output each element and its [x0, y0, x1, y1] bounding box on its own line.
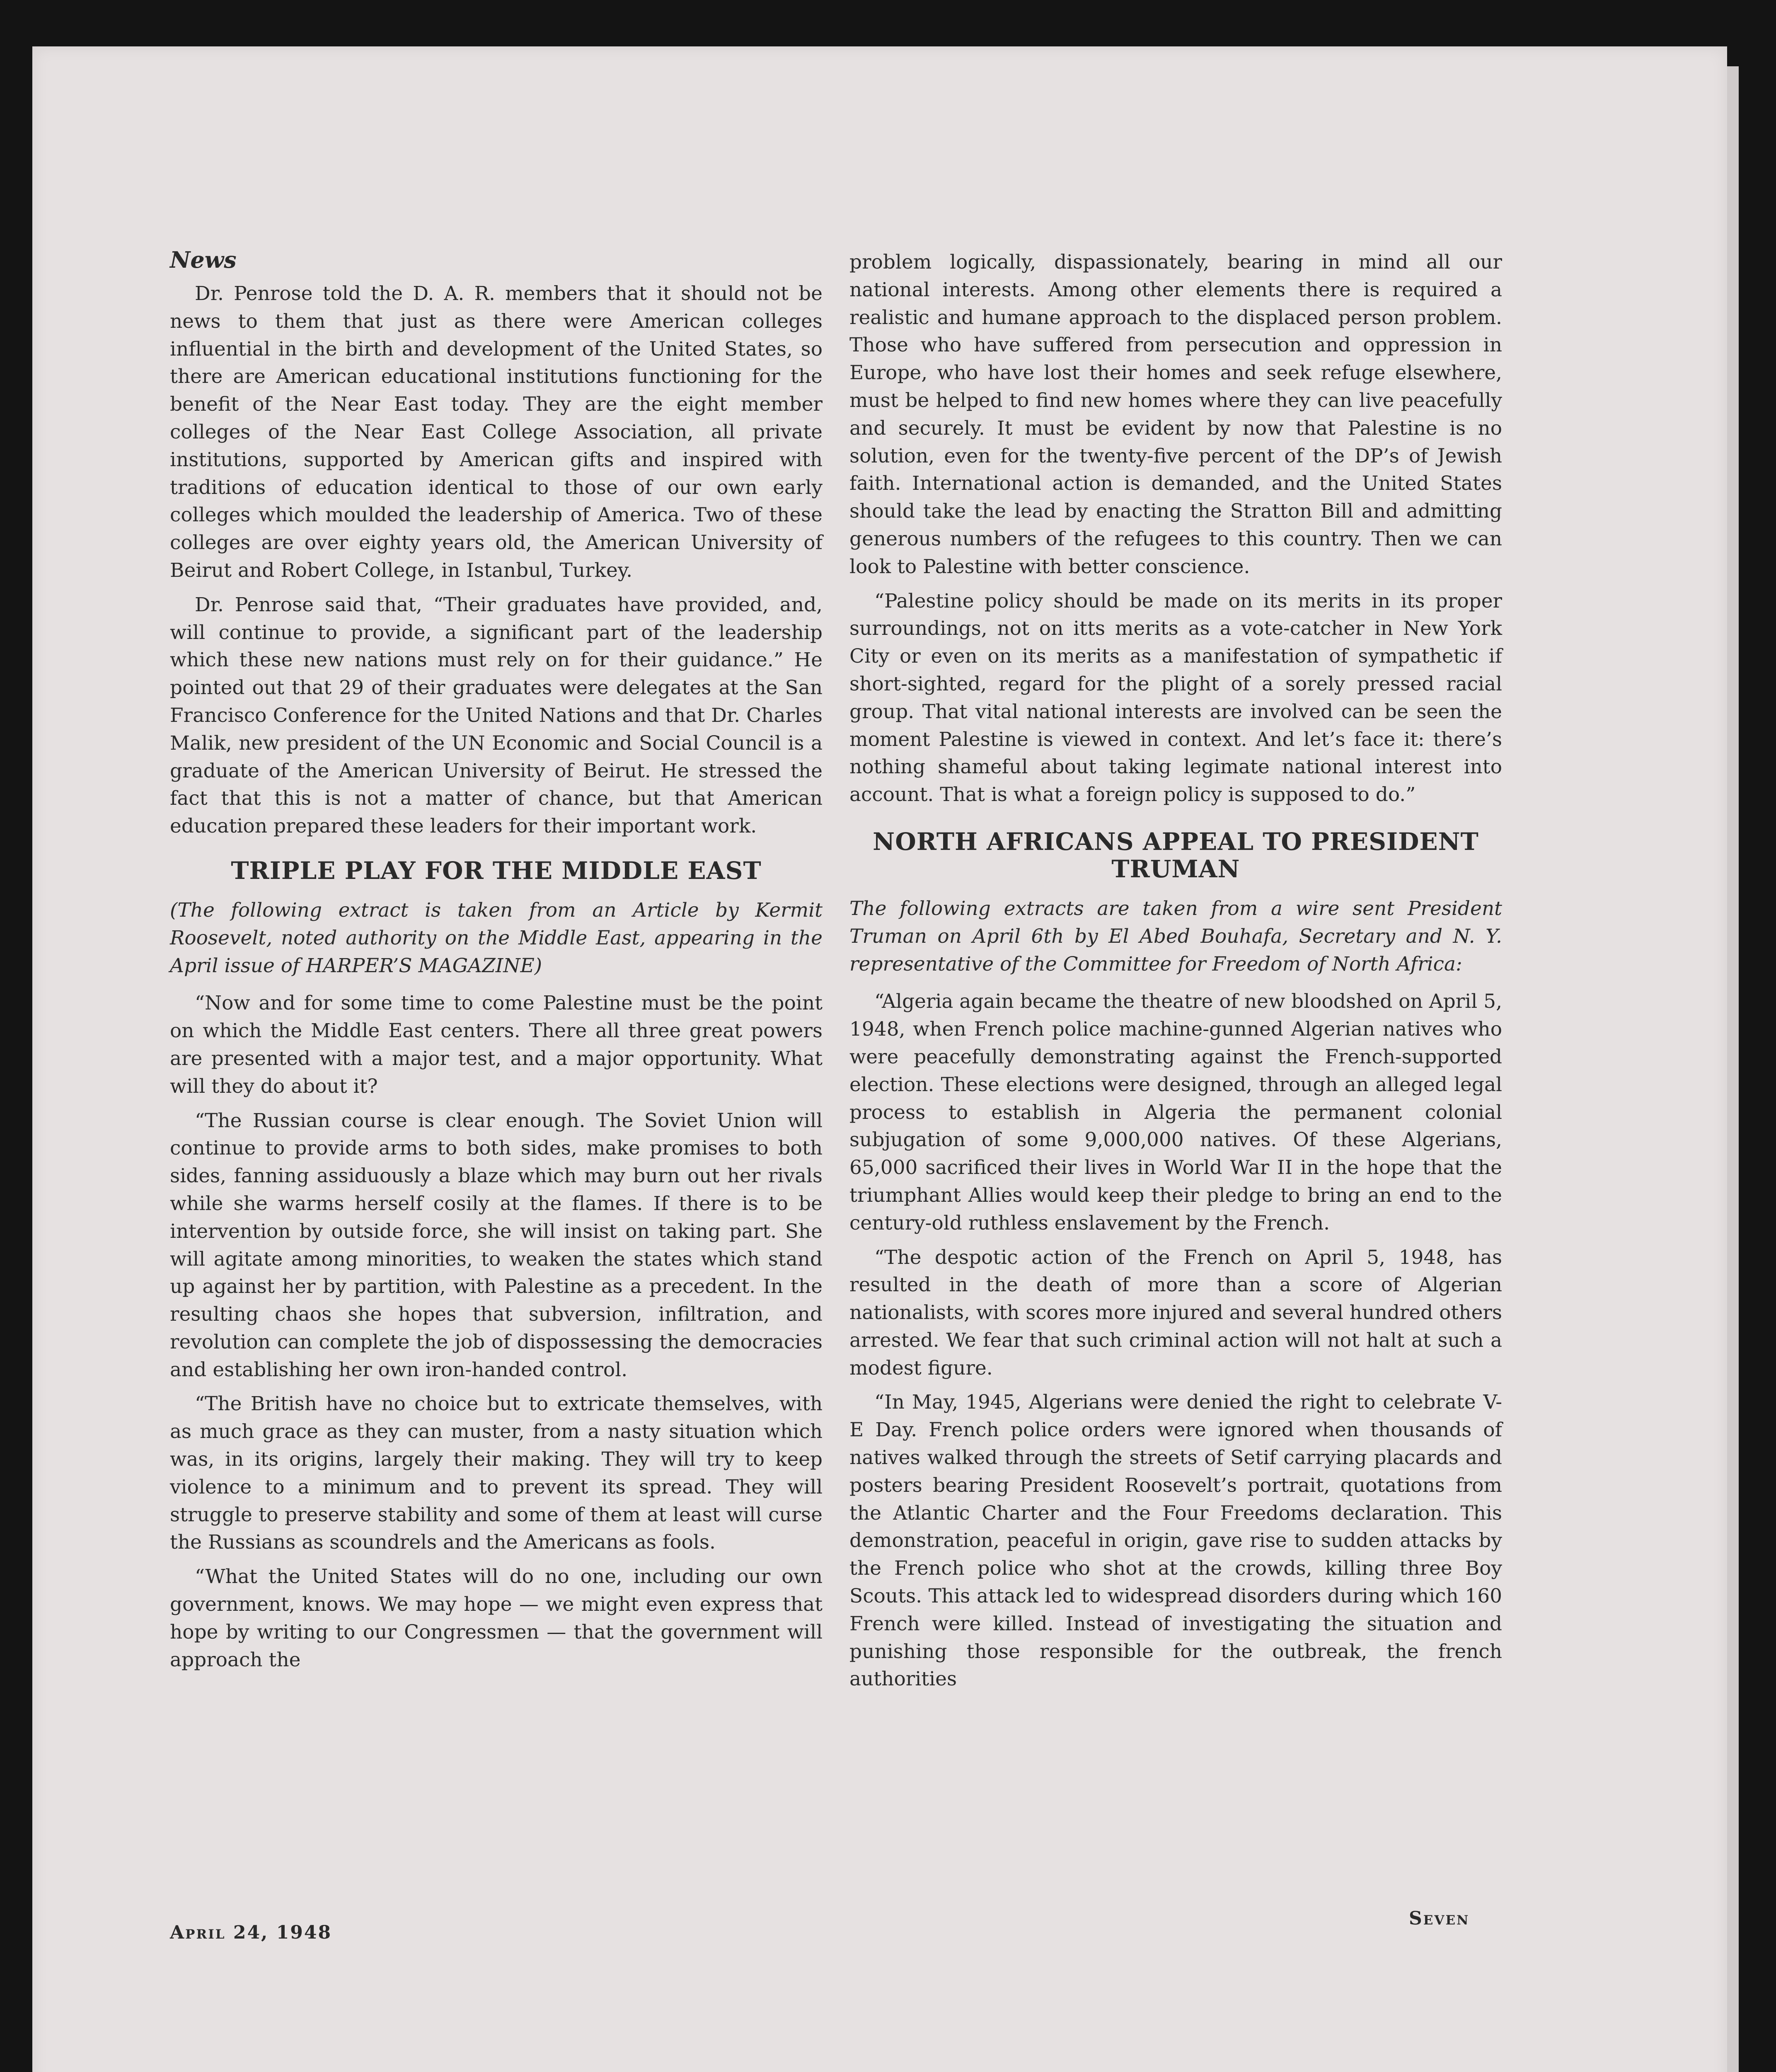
issue-date: April 24, 1948 — [170, 1922, 332, 1943]
appeal-paragraph: “Algeria again became the theatre of new bloodshed on April 5, 1948, when French police machine-gunned Algerian natives who were peacefully demonstrating against the French-supported election. These elections were designed, through an alleged legal process to establish in Algeria the permanent colonial subjugation of some 9,000,000 natives. Of these Algerians, 65,000 sacrificed their lives in World War II in the hope that the triumphant Allies would keep their pledge to bring an end to the century-old ruthless enslavement by the French. — [849, 990, 1503, 1234]
section-label: News — [170, 247, 237, 273]
article-intro: The following extracts are taken from a wire sent President Truman on April 6th by El Abed Bouhafa, Secretary and N. Y. representative of the Committee for Freedom of North Africa: — [849, 897, 1502, 975]
article-paragraph: “The British have no choice but to extricate themselves, with as much grace as they can muster, from a nasty situation which was, in its origins, largely their making. They will try to keep violence to a minimum and to prevent its spread. They will struggle to preserve stability and some of them at least will curse the Russians as scoundrels and the Americans as fools. — [170, 1392, 823, 1554]
page-edge — [1727, 66, 1739, 2072]
left-column — [170, 249, 823, 1680]
article-paragraph: “The Russian course is clear enough. The Soviet Union will continue to provide arms to both sides, make promises to both sides, fanning assiduously a blaze which may burn out her rivals while she warms herself cosily at the flames. If there is to be intervention by outside force, she will insist on taking part. She will agitate among minorities, to weaken the states which stand up against her by partition, with Palestine as a precedent. In the resulting chaos she hopes that subversion, infiltration, and revolution can complete the job of dispossessing the democracies and establishing her own iron-handed control. — [170, 1109, 823, 1381]
article-paragraph: problem logically, dispassionately, bearing in mind all our national interests. Among other elements there is required a realistic and humane approach to the displaced person problem. Those who have suffered from persecution and oppression in Europe, who have lost their homes and seek refuge elsewhere, must be helped to find new homes where they can live peacefully and securely. It must be evident by now that Palestine is no solution, even for the twenty-five percent of the DP’s of Jewish faith. International action is demanded, and the United States should take the lead by enacting the Stratton Bill and admitting generous numbers of the refugees to this country. Then we can look to Palestine with better conscience. — [849, 251, 1502, 578]
article-intro: (The following extract is taken from an Article by Kermit Roosevelt, noted authority on the Middle East, appearing in the April issue of HARPER’S MAGAZINE) — [170, 898, 823, 977]
page-number: Seven — [1409, 1908, 1470, 1929]
article-heading: NORTH AFRICANS APPEAL TO PRESIDENT TRUMAN — [873, 827, 1479, 883]
article-paragraph: “Palestine policy should be made on its merits in its proper surroundings, not on itts merits as a vote-catcher in New York City or even on its merits as a manifestation of sympathetic if short-sighted, regard for the plight of a sorely pressed racial group. That vital national interests are involved can be seen the moment Palestine is viewed in context. And let’s face it: there’s nothing shameful about taking legimate national interest into account. That is what a foreign policy is supposed to do.” — [849, 589, 1502, 806]
article-paragraph: “Now and for some time to come Palestine must be the point on which the Middle East centers. There all three great powers are presented with a major test, and a major opportunity. What will they do about it? — [170, 992, 823, 1098]
appeal-paragraph: “The despotic action of the French on April 5, 1948, has resulted in the death of more than a score of Algerian nationalists, with scores more injured and several hundred others arrested. We fear that such criminal action will not halt at such a modest figure. — [849, 1246, 1502, 1380]
right-column — [849, 249, 1502, 1700]
news-paragraph: Dr. Penrose told the D. A. R. members that it should not be news to them that just as there were American colleges influential in the birth and development of the United States, so there are American educational institutions functioning for the benefit of the Near East today. They are the eight member colleges of the Near East College Association, all private institutions, supported by American gifts and inspired with traditions of education identical to those of our own early colleges which moulded the leadership of America. Two of these colleges are over eighty years old, the American University of Beirut and Robert College, in Istanbul, Turkey. — [170, 282, 823, 582]
article-heading: TRIPLE PLAY FOR THE MIDDLE EAST — [231, 856, 762, 885]
news-paragraph: Dr. Penrose said that, “Their graduates have provided, and, will continue to provide, a significant part of the leadership which these new nations must rely on for their guidance.” He pointed out that 29 of their graduates were delegates at the San Francisco Conference for the United Nations and that Dr. Charles Malik, new president of the UN Economic and Social Council is a graduate of the American University of Beirut. He stressed the fact that this is not a matter of chance, but that American education prepared these leaders for their important work. — [170, 593, 823, 838]
appeal-paragraph: “In May, 1945, Algerians were denied the right to celebrate V-E Day. French police orders were ignored when thousands of natives walked through the streets of Setif carrying placards and posters bearing President Roosevelt’s portrait, quotations from the Atlantic Charter and the Four Freedoms declaration. This demonstration, peaceful in origin, gave rise to sudden attacks by the French police who shot at the crowds, killing three Boy Scouts. This attack led to widespread disorders during which 160 French were killed. Instead of investigating the situation and punishing those responsible for the outbreak, the french authorities — [849, 1391, 1502, 1691]
article-paragraph: “What the United States will do no one, including our own government, knows. We may hope — we might even express that hope by writing to our Congressmen — that the government will approach the — [170, 1565, 823, 1671]
